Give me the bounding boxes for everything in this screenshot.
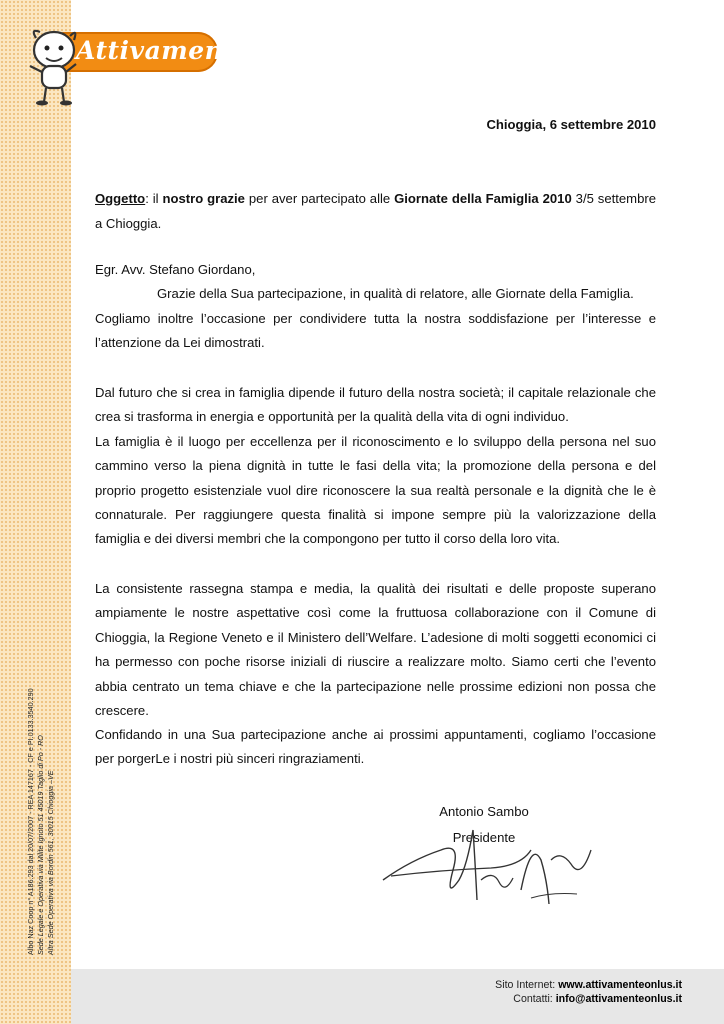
subject-text-1: : il: [145, 191, 163, 206]
handwritten-signature-icon: [381, 820, 601, 920]
signer-title: Presidente: [452, 830, 516, 845]
paragraph-4: Confidando in una Sua partecipazione anche ai prossimi appuntamenti, cogliamo l’occasione per porgerLe i nostri più sinceri ringraziamenti.: [95, 727, 656, 767]
attivamente-logo: [12, 14, 252, 104]
thanks-line: Grazie della Sua partecipazione, in qualità di relatore, alle Giornate della Famiglia.: [157, 286, 634, 302]
footer-contacts: [495, 979, 682, 1006]
paragraph-1: Cogliamo inoltre l’occasione per condividere tutta la nostra soddisfazione per l’interesse e l’attenzione da Lei dimostrati.: [95, 310, 656, 351]
letter-subject: [95, 186, 656, 236]
paragraph-3: La consistente rassegna stampa e media, la qualità dei risultati e delle proposte superano ampiamente le nostre aspettative così come la fruttuosa collaborazione con il Comune di Chioggia, la Regione Veneto e il Ministero dell’Welfare. L’adesione di molti soggetti economici ci ha permesso con poche risorse iniziali di riuscire a realizzare molto. Siamo certi che l’evento abbia centrato un tema chiave e che la partecipazione nelle prossime edizioni non possa che crescere.: [95, 581, 656, 719]
email-link[interactable]: info@attivamenteonlus.it: [555, 992, 682, 1005]
site-label: Sito Internet:: [495, 979, 559, 991]
salutation: Egr. Avv. Stefano Giordano,: [95, 262, 256, 277]
paragraph-block-2: [95, 381, 656, 552]
footer: [71, 969, 724, 1024]
paragraph-2b: La famiglia è il luogo per eccellenza per il riconoscimento e lo sviluppo della persona nel suo cammino verso la piena dignità in tutte le fasi della vita; la promozione della persona e del proprio progetto esistenziale vuol dire riconoscere la sua realtà personale e la dignità che le è connaturale. Per raggiungere questa finalità si impone sempre più la valorizzazione della famiglia e dei diversi membri che la compongono per tutto il corso della loro vita.: [95, 433, 656, 547]
contact-label: Contatti:: [513, 992, 556, 1005]
subject-text-2: per aver partecipato alle: [244, 191, 395, 206]
subject-label: Oggetto: [95, 191, 146, 206]
logo-text: Attivamente: [76, 36, 252, 65]
paragraph-2a: Dal futuro che si crea in famiglia dipende il futuro della nostra società; il capitale relazionale che crea si trasforma in energia e opportunità per la qualità della vita di ogni individuo.: [95, 385, 656, 425]
registration-line: Albo Naz Coop n° A186.293 dal 20/07/2007 - REA 147167 - CF e PI.0133.3540.290: [26, 688, 35, 955]
subject-bold-1: nostro grazie: [162, 191, 245, 206]
legal-address-line: Sede Legale e Operativa via Milite Ignoto 51 45019 Taglio di Po - RO: [36, 735, 45, 955]
letter-date: Chioggia, 6 settembre 2010: [486, 117, 656, 132]
mascot-icon: [26, 26, 82, 106]
subject-text-3: 3/5 settembre a Chioggia.: [95, 191, 656, 231]
other-office-line: Altra Sede Operativa via Bordin 561, 30015 Chioggia –VE: [46, 770, 55, 955]
signer-name: Antonio Sambo: [439, 804, 529, 819]
company-registration-info: [26, 655, 56, 955]
paragraph-block-1: [95, 258, 656, 356]
paragraph-block-3: [95, 577, 656, 723]
paragraph-block-4: [95, 723, 656, 772]
subject-bold-2: Giornate della Famiglia 2010: [394, 191, 572, 206]
website-link[interactable]: www.attivamenteonlus.it: [558, 979, 682, 991]
